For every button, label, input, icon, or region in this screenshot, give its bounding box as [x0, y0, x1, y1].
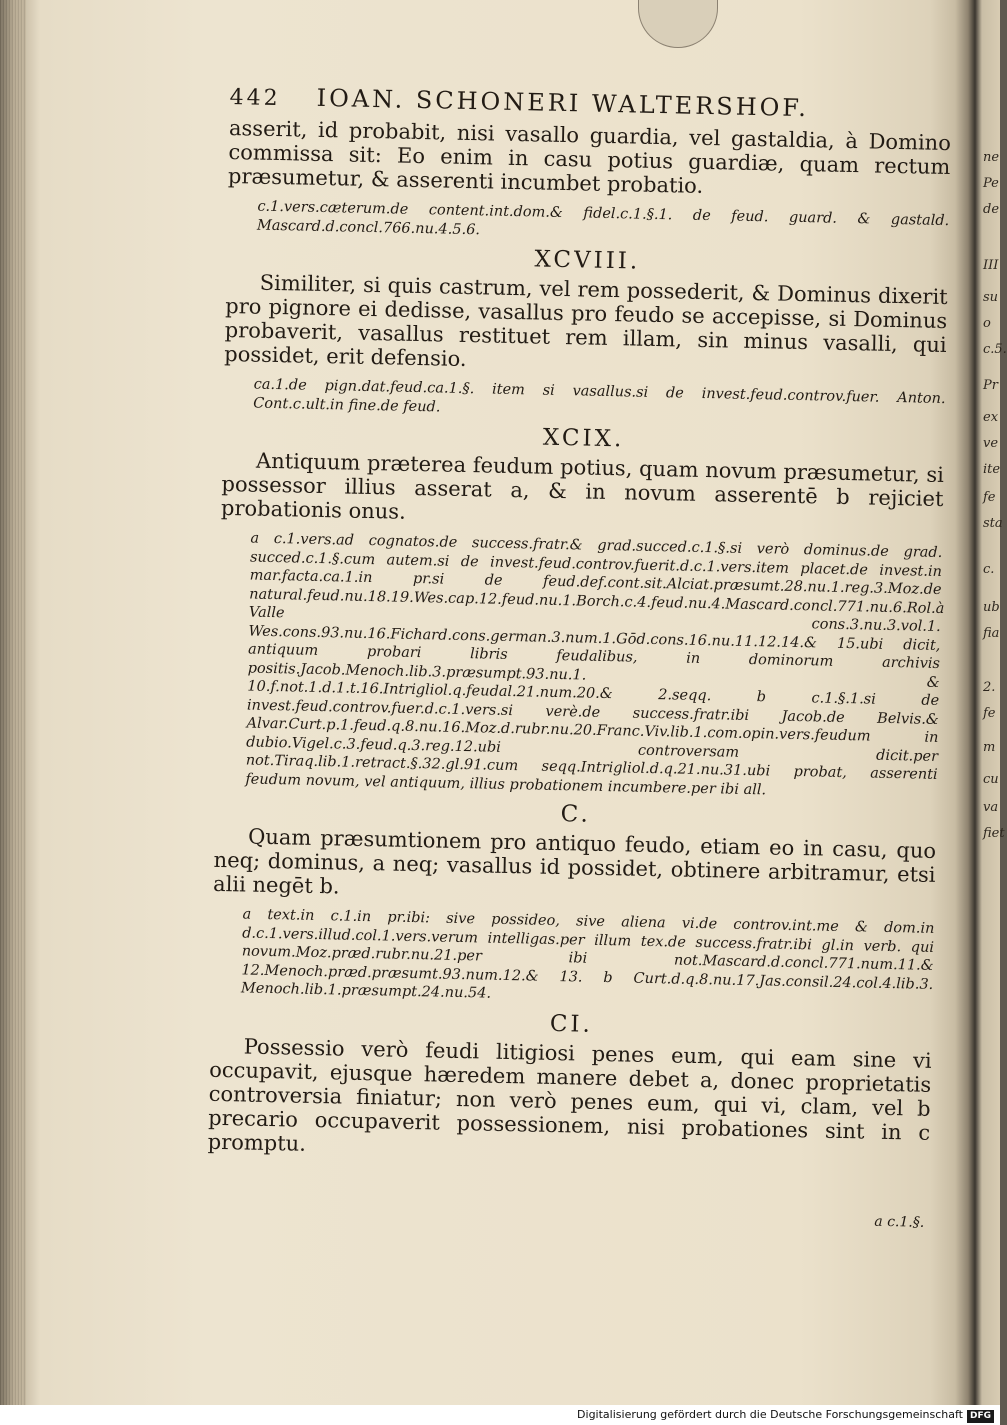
- section-number-98: XCVIII.: [534, 246, 641, 275]
- margin-fragment: fe: [983, 490, 996, 505]
- section-number-99: XCIX.: [542, 424, 625, 453]
- paragraph-97-end: asserit, id probabit, nisi vasallo guardia, vel gastaldia, à Domino commissa sit: Eo enim in casu potius guardiæ, quam rectum præsumetur, & asserenti incumbet probatio.: [227, 115, 952, 198]
- margin-fragment: ne: [983, 150, 1000, 165]
- paragraph-99: Antiquum præterea feudum potius, quam novum præsumetur, si possessor illius asserat a, & in novum asserentē b rejiciet probationis onus.: [220, 448, 945, 524]
- margin-fragment: fe: [983, 706, 996, 721]
- note-97: c.1.vers.cæterum.de content.int.dom.& fidel.c.1.§.1. de feud. guard. & gastald. Mascard.d.concl.766.nu.4.5.6.: [256, 198, 950, 238]
- margin-fragment: su: [983, 290, 999, 305]
- margin-fragment: fiet: [983, 826, 1005, 841]
- margin-fragment: ex: [983, 410, 999, 425]
- paragraph-101: Possessio verò feudi litigiosi penes eum, qui eam sine vi occupavit, ejusque hæredem manere debet a, donec proprietatis controversia finiatur; non verò penes eum, qui vi, clam, vel b precario occupaverit possessionem, nisi probationes sint in c promptu.: [207, 1034, 932, 1156]
- margin-fragment: III: [983, 258, 999, 273]
- margin-fragment: o: [983, 316, 991, 331]
- margin-fragment: ite: [983, 462, 1001, 477]
- section-number-100: C.: [560, 801, 592, 828]
- margin-fragment: ve: [983, 436, 999, 451]
- margin-fragment: de: [983, 202, 1000, 217]
- footer-text: Digitalisierung gefördert durch die Deutsche Forschungsgemeinschaft: [577, 1408, 963, 1421]
- footer-credit: [0, 1405, 1000, 1425]
- note-98: ca.1.de pign.dat.feud.ca.1.§. item si vasallus.si de invest.feud.controv.fuer. Anton. Cont.c.ult.in fine.de feud.: [253, 376, 946, 415]
- margin-fragment: 2.: [983, 680, 996, 695]
- margin-fragment: fia: [983, 626, 1000, 641]
- facing-page-margin: [982, 0, 1007, 1405]
- margin-fragment: Pr: [983, 378, 998, 393]
- paragraph-98: Similiter, si quis castrum, vel rem possederit, & Dominus dixerit pro pignore ei dedisse, vasallus pro feudo se accepisse, si Dominus probaverit, vasallus restituet rem illam, sin minus vasalli, qui possidet, erit defensio.: [224, 270, 948, 372]
- margin-fragment: m: [983, 740, 996, 755]
- margin-fragment: c.: [983, 562, 995, 577]
- page-edges: [0, 0, 26, 1405]
- margin-fragment: c.5.: [983, 342, 1007, 357]
- paragraph-100: Quam præsumtionem pro antiquo feudo, etiam eo in casu, quo neq; dominus, a neq; vasallus id possidet, obtinere arbitramur, etsi alii negēt b.: [212, 824, 937, 899]
- catchword: a c.1.§.: [874, 1213, 925, 1231]
- page-text: [206, 82, 952, 1230]
- margin-fragment: cu: [983, 772, 999, 787]
- page-number: 442: [229, 84, 281, 112]
- running-title: IOAN. SCHONERI WALTERSHOF.: [316, 83, 810, 123]
- note-100: a text.in c.1.in pr.ibi: sive possideo, sive aliena vi.de controv.int.me & dom.in d.c.1.vers.illud.col.1.vers.verum intelligas.per illum tex.de success.fratr.ibi gl.in verb. qui novum.Moz.præd.rubr.nu.21.per ibi not.Mascard.d.concl.771.num.11.& 12.Menoch.præd.præsumt.93.num.12.& 13. b Curt.d.q.8.nu.17.Jas.consil.24.col.4.lib.3. Menoch.lib.1.præsumpt.24.nu.54.: [240, 906, 935, 1002]
- margin-fragment: ub: [983, 600, 1000, 615]
- dfg-logo: DFG: [967, 1410, 994, 1423]
- margin-fragment: sta: [983, 516, 1003, 531]
- section-number-101: CI.: [549, 1010, 594, 1038]
- margin-fragment: va: [983, 800, 999, 815]
- note-99: a c.1.vers.ad cognatos.de success.fratr.& grad.succed.c.1.§.si verò dominus.de grad. succed.c.1.§.cum autem.si de invest.feud.controv.fuerit.d.c.1.vers.item placet.de invest.in mar.facta.ca.1.in pr.si de feud.def.cont.sit.Alciat.præsumt.28.nu.1.reg.3.Moz.de natural.feud.nu.18.19.Wes.cap.12.feud.nu.1.Borch.c.4.feud.nu.4.Mascard.concl.771.nu.6.Rol.à Valle cons.3.nu.3.vol.1. Wes.cons.93.nu.16.Fichard.cons.german.3.num.1.Gōd.cons.16.nu.11.12.14.& 15.ubi dicit, antiquum probari libris feudalibus, in dominorum archivis positis.Jacob.Menoch.lib.3.præsumpt.93.nu.1. & 10.f.not.1.d.1.t.16.Intrigliol.q.feudal.21.num.20.& 2.seqq. b c.1.§.1.si de invest.feud.controv.fuer.d.c.1.vers.si verè.de success.fratr.ibi Jacob.de Belvis.& Alvar.Curt.p.1.feud.q.8.nu.16.Moz.d.rubr.nu.20.Franc.Viv.lib.1.com.opin.vers.feudum in dubio.Vigel.c.3.feud.q.3.reg.12.ubi controversam dicit.per not.Tiraq.lib.1.retract.§.32.gl.91.cum seqq.Intrigliol.d.q.21.nu.31.ubi probat, asserenti feudum novum, vel antiquum, illius probationem incumbere.per ibi all.: [245, 530, 945, 798]
- margin-fragment: Pe: [983, 176, 999, 191]
